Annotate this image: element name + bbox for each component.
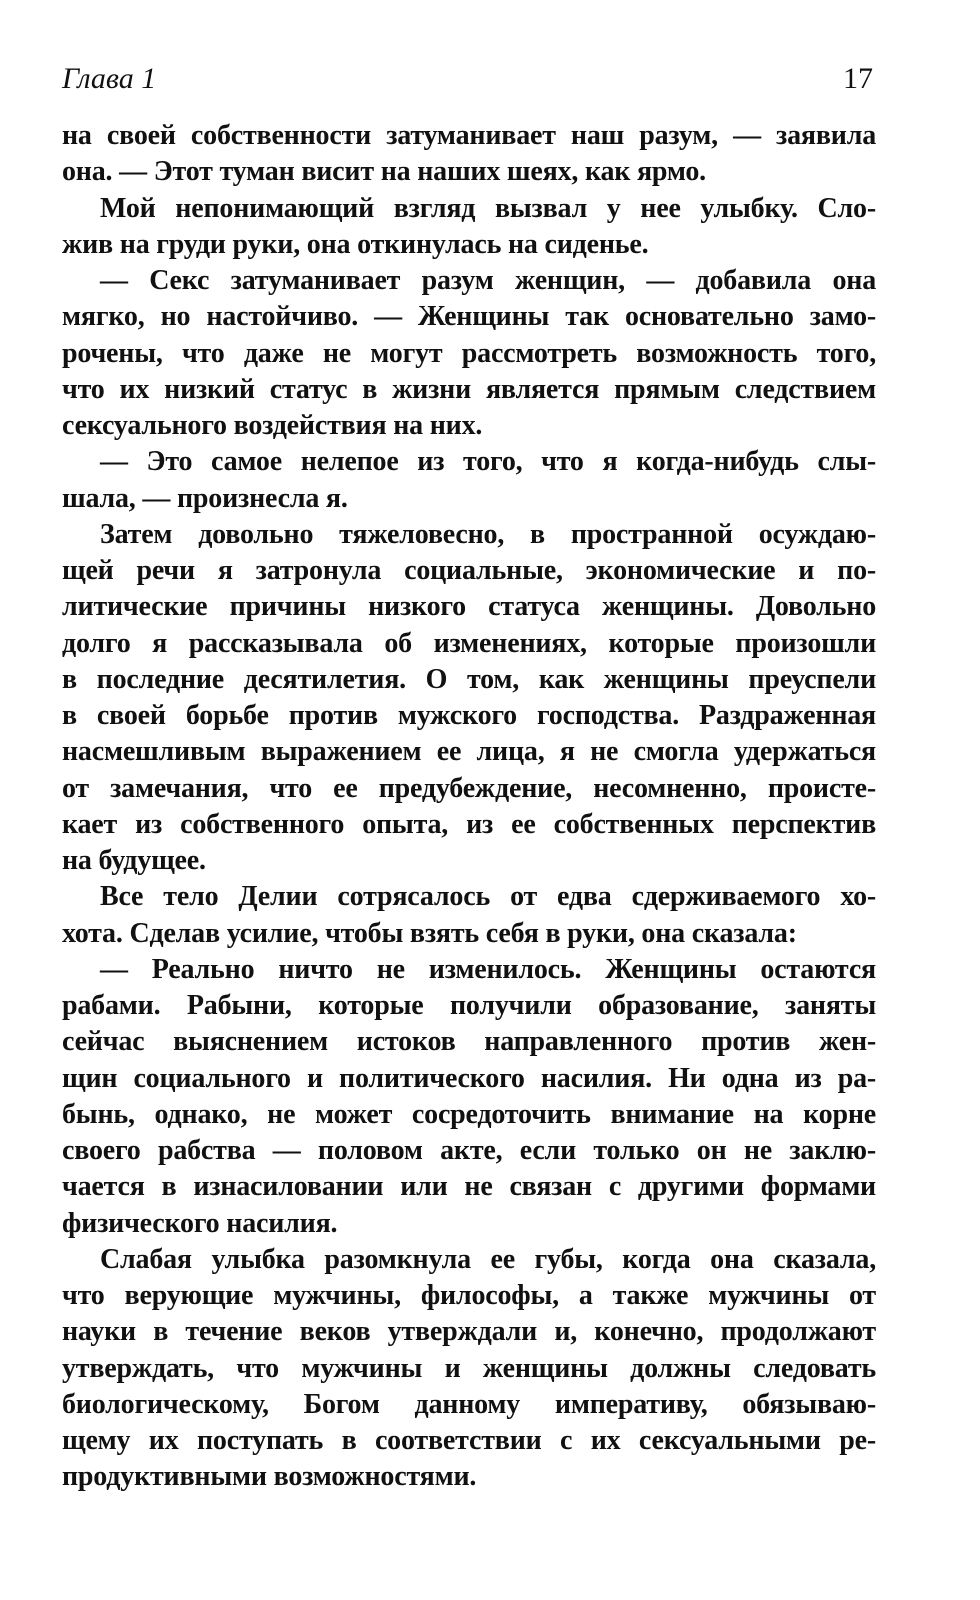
- text-line: биологическому, Богом данному императиву, обязываю-: [62, 1388, 876, 1420]
- running-header-chapter: Глава 1: [62, 62, 157, 95]
- text-line: шала, — произнесла я.: [62, 482, 348, 514]
- text-line: щей речи я затронула социальные, экономические и по-: [62, 555, 876, 586]
- text-line: бынь, однако, не может сосредоточить внимание на корне: [62, 1098, 876, 1130]
- page-number: 17: [843, 62, 873, 95]
- body-text: [62, 118, 876, 1496]
- text-line: Затем довольно тяжеловесно, в пространной осуждаю-: [100, 518, 876, 550]
- text-line: — Реально ничто не изменилось. Женщины остаются: [100, 953, 876, 985]
- text-line: литические причины низкого статуса женщины. Довольно: [62, 591, 876, 623]
- text-line: — Это самое нелепое из того, что я когда-нибудь слы-: [100, 446, 876, 478]
- text-line: от замечания, что ее предубеждение, несомненно, происте-: [62, 772, 876, 804]
- text-line: Слабая улыбка разомкнула ее губы, когда она сказала,: [100, 1243, 876, 1275]
- text-line: жив на груди руки, она откинулась на сиденье.: [62, 228, 649, 260]
- text-line: в последние десятилетия. О том, как женщины преуспели: [62, 663, 876, 695]
- text-line: кает из собственного опыта, из ее собственных перспектив: [62, 808, 876, 840]
- text-line: физического насилия.: [62, 1207, 338, 1239]
- text-line: она. — Этот туман висит на наших шеях, как ярмо.: [62, 156, 706, 188]
- text-line: науки в течение веков утверждали и, конечно, продолжают: [62, 1316, 876, 1348]
- text-line: рабами. Рабыни, которые получили образование, заняты: [62, 990, 876, 1021]
- text-line: рочены, что даже не могут рассмотреть возможность того,: [62, 337, 876, 369]
- text-line: щин социального и политического насилия. Ни одна из ра-: [62, 1062, 876, 1094]
- text-line: в своей борьбе против мужского господства. Раздраженная: [62, 700, 876, 731]
- text-line: утверждать, что мужчины и женщины должны следовать: [62, 1352, 876, 1384]
- text-line: на своей собственности затуманивает наш разум, — заявила: [62, 120, 876, 151]
- text-line: продуктивными возможностями.: [62, 1461, 477, 1493]
- text-line: своего рабства — половом акте, если только он не заклю-: [62, 1135, 876, 1166]
- text-line: насмешливым выражением ее лица, я не смогла удержаться: [62, 736, 876, 768]
- text-line: сейчас выяснением истоков направленного против жен-: [62, 1026, 876, 1058]
- text-line: мягко, но настойчиво. — Женщины так основательно замо-: [62, 301, 876, 333]
- text-line: Мой непонимающий взгляд вызвал у нее улыбку. Сло-: [100, 192, 876, 224]
- text-line: на будущее.: [62, 845, 206, 876]
- text-line: Все тело Делии сотрясалось от едва сдерживаемого хо-: [100, 881, 876, 913]
- text-line: — Секс затуманивает разум женщин, — добавила она: [100, 265, 876, 296]
- text-line: что их низкий статус в жизни является прямым следствием: [62, 373, 876, 405]
- text-line: долго я рассказывала об изменениях, которые произошли: [62, 627, 876, 659]
- text-line: щему их поступать в соответствии с их сексуальными ре-: [62, 1425, 876, 1456]
- text-line: чается в изнасиловании или не связан с другими формами: [62, 1171, 876, 1203]
- text-line: хота. Сделав усилие, чтобы взять себя в руки, она сказала:: [62, 917, 797, 949]
- text-line: что верующие мужчины, философы, а также мужчины от: [62, 1280, 876, 1311]
- text-line: сексуального воздействия на них.: [62, 410, 483, 441]
